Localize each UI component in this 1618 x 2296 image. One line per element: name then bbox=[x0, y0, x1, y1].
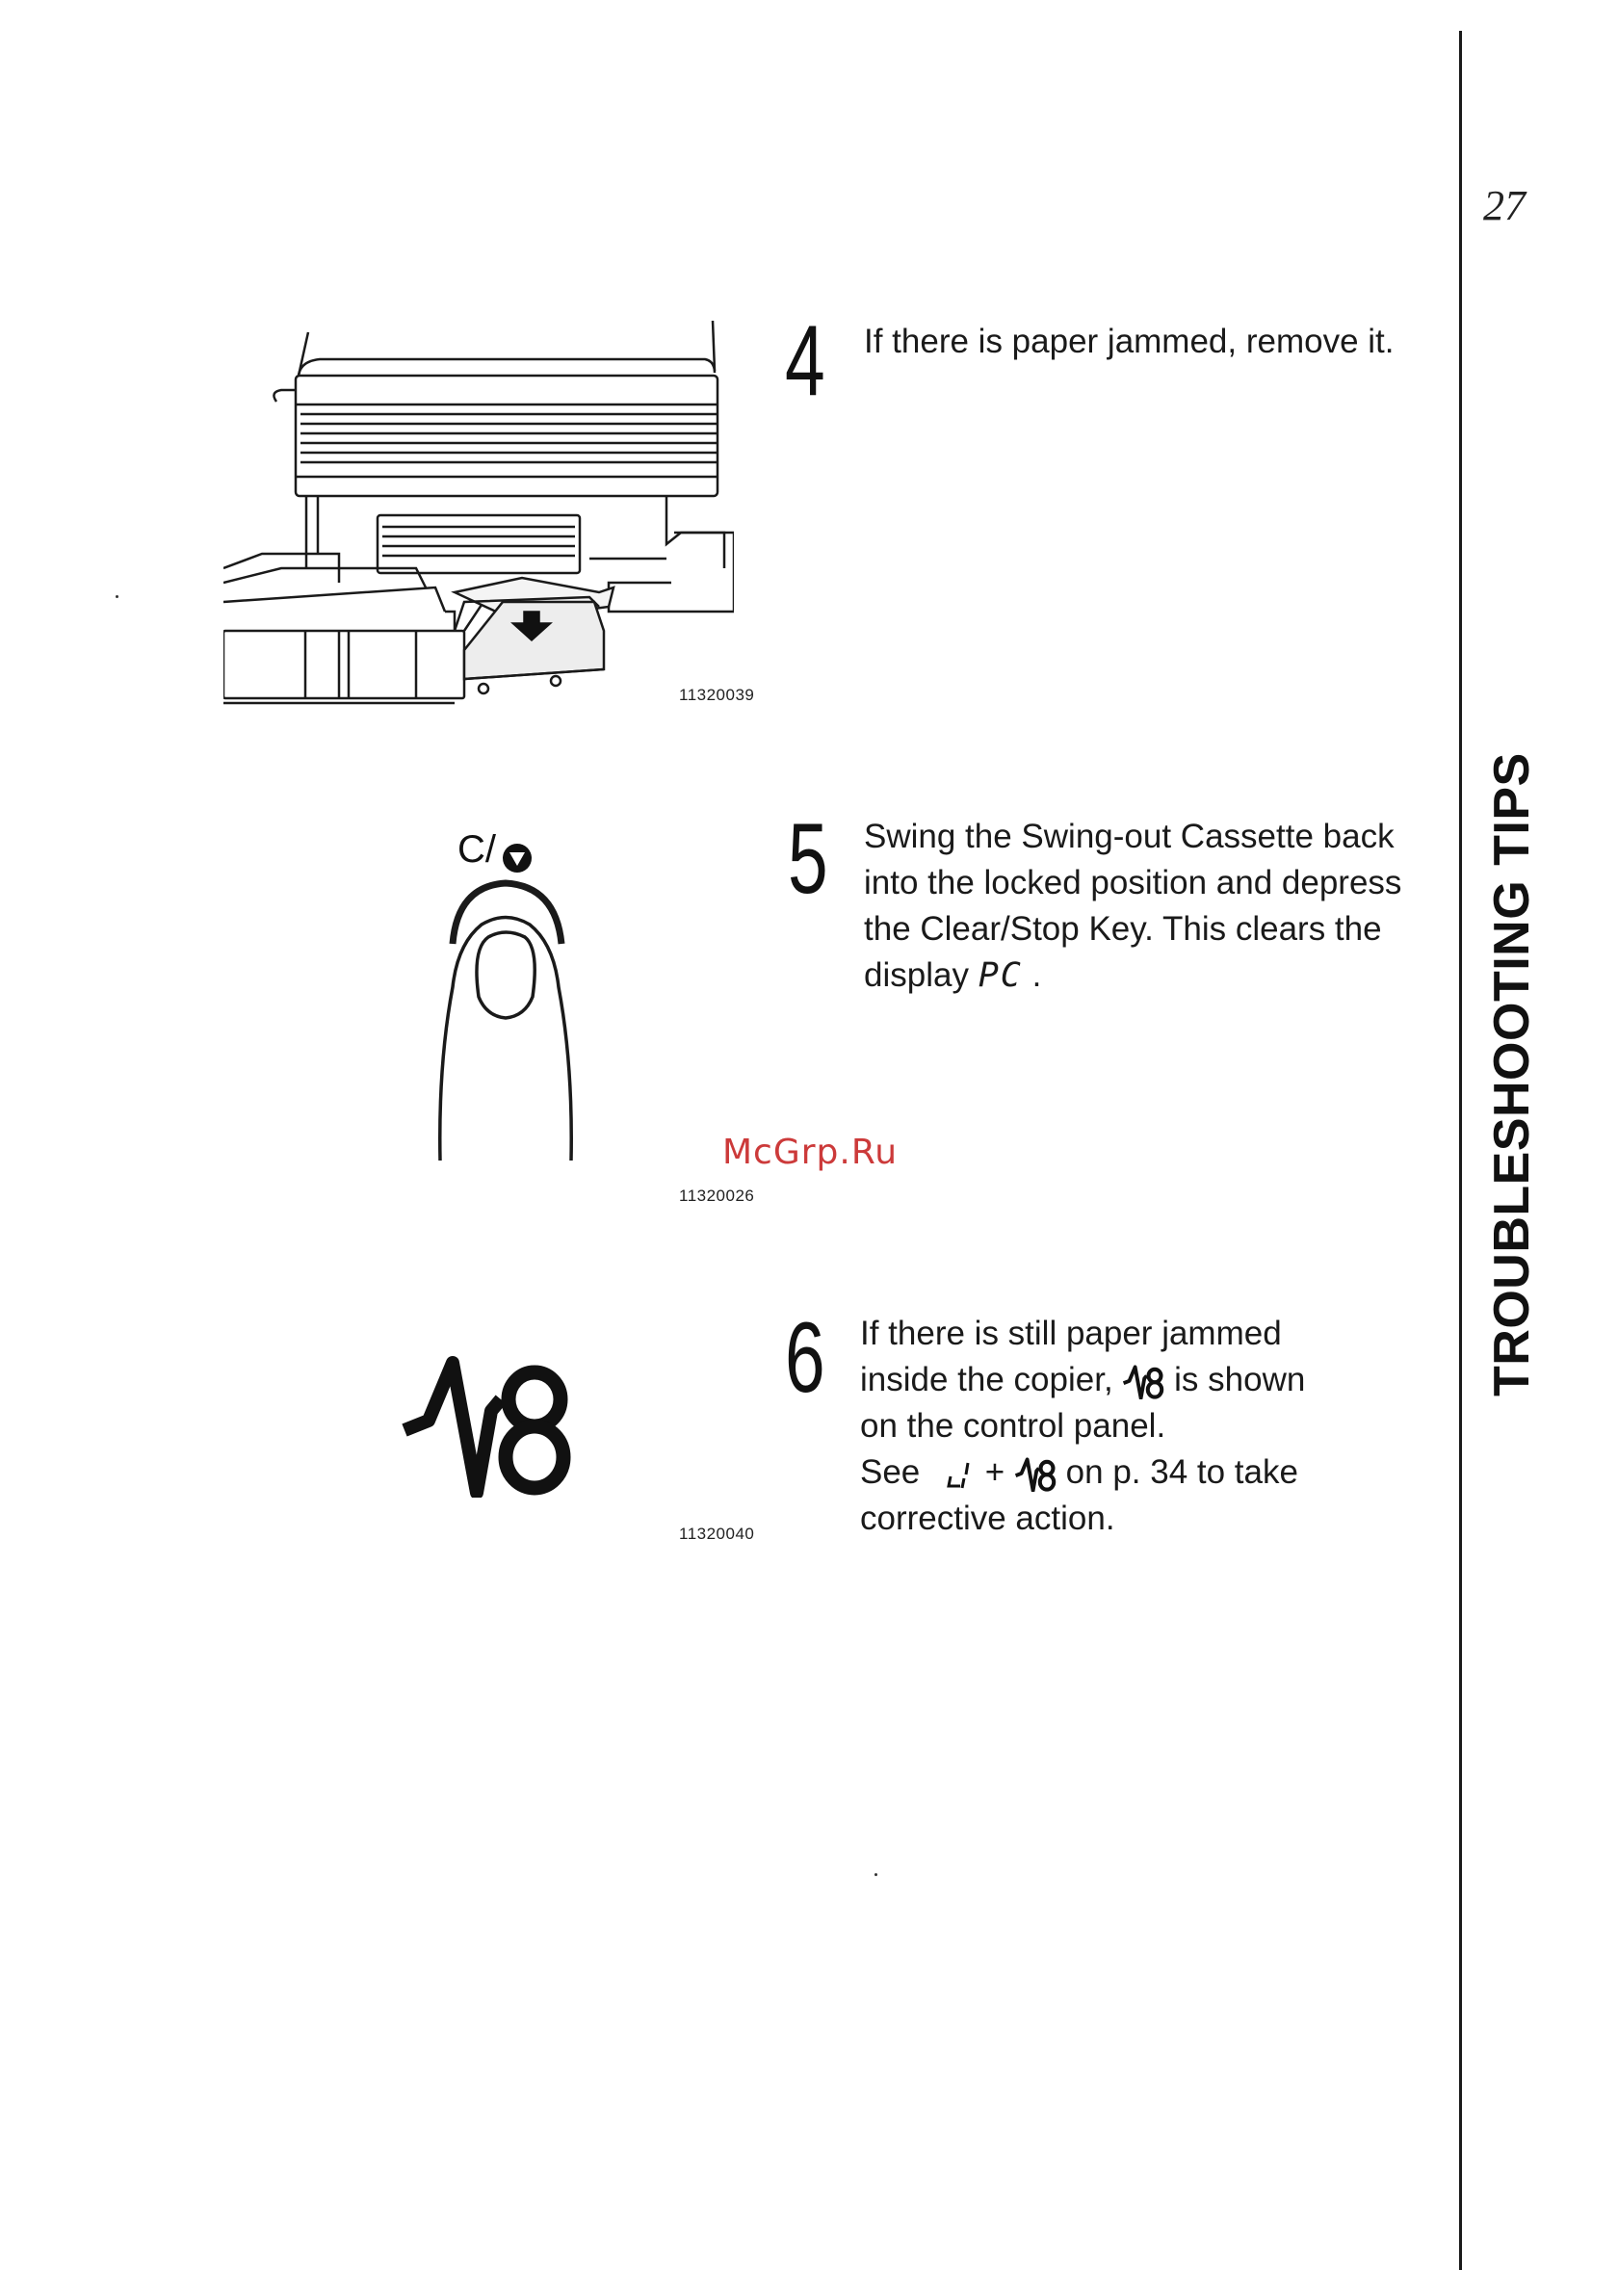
plus-sign: + bbox=[984, 1453, 1005, 1491]
step-6-line-5: corrective action. bbox=[860, 1500, 1115, 1537]
step-6-text bbox=[860, 1311, 1399, 1542]
step-5-text-before: Swing the Swing-out Cassette back into the locked position and depress the Clear/Stop Key. This clears the display bbox=[864, 818, 1402, 994]
section-tab: TROUBLESHOOTING TIPS bbox=[1484, 752, 1540, 1396]
finger-pressing-clear-stop-key-illustration bbox=[429, 872, 583, 1170]
step-5-text-after: . bbox=[1031, 956, 1042, 994]
step-6-line-2 bbox=[860, 1357, 1399, 1403]
watermark: McGrp.Ru bbox=[722, 1133, 899, 1172]
figure-code: 11320039 bbox=[679, 686, 755, 704]
clear-stop-key-label bbox=[457, 828, 535, 875]
step-4-text bbox=[864, 319, 1403, 365]
step-6-line-2-before: inside the copier, bbox=[860, 1361, 1113, 1398]
key-label: C/ bbox=[457, 828, 496, 871]
figure-code: 11320026 bbox=[679, 1187, 755, 1205]
step-number: 6 bbox=[785, 1302, 825, 1414]
margin-rule bbox=[1459, 31, 1462, 2270]
misfeed-indicator-symbol bbox=[400, 1353, 573, 1498]
misfeed-icon bbox=[1014, 1457, 1057, 1492]
jam-segment-icon bbox=[943, 1457, 976, 1492]
step-6-line-3: on the control panel. bbox=[860, 1407, 1166, 1445]
step-4-paragraph: If there is paper jammed, remove it. bbox=[864, 323, 1395, 360]
step-number: 4 bbox=[785, 305, 825, 417]
stop-symbol-icon bbox=[500, 841, 535, 875]
step-number: 5 bbox=[788, 803, 828, 915]
scan-speck bbox=[116, 595, 118, 598]
scan-speck bbox=[874, 1873, 877, 1876]
step-5-text bbox=[864, 814, 1403, 999]
step-6-line-2-after: is shown bbox=[1174, 1361, 1306, 1398]
step-6-line-4-after: on p. 34 to take bbox=[1065, 1453, 1298, 1491]
copier-paper-jam-illustration bbox=[223, 313, 734, 708]
see-word: See bbox=[860, 1453, 921, 1491]
step-6-line-4 bbox=[860, 1449, 1399, 1496]
page-number: 27 bbox=[1483, 182, 1526, 229]
misfeed-icon bbox=[1122, 1365, 1164, 1399]
display-code: PC bbox=[978, 956, 1023, 995]
step-5-paragraph bbox=[864, 814, 1403, 999]
step-6-line-1: If there is still paper jammed bbox=[860, 1315, 1282, 1352]
figure-code: 11320040 bbox=[679, 1525, 755, 1543]
